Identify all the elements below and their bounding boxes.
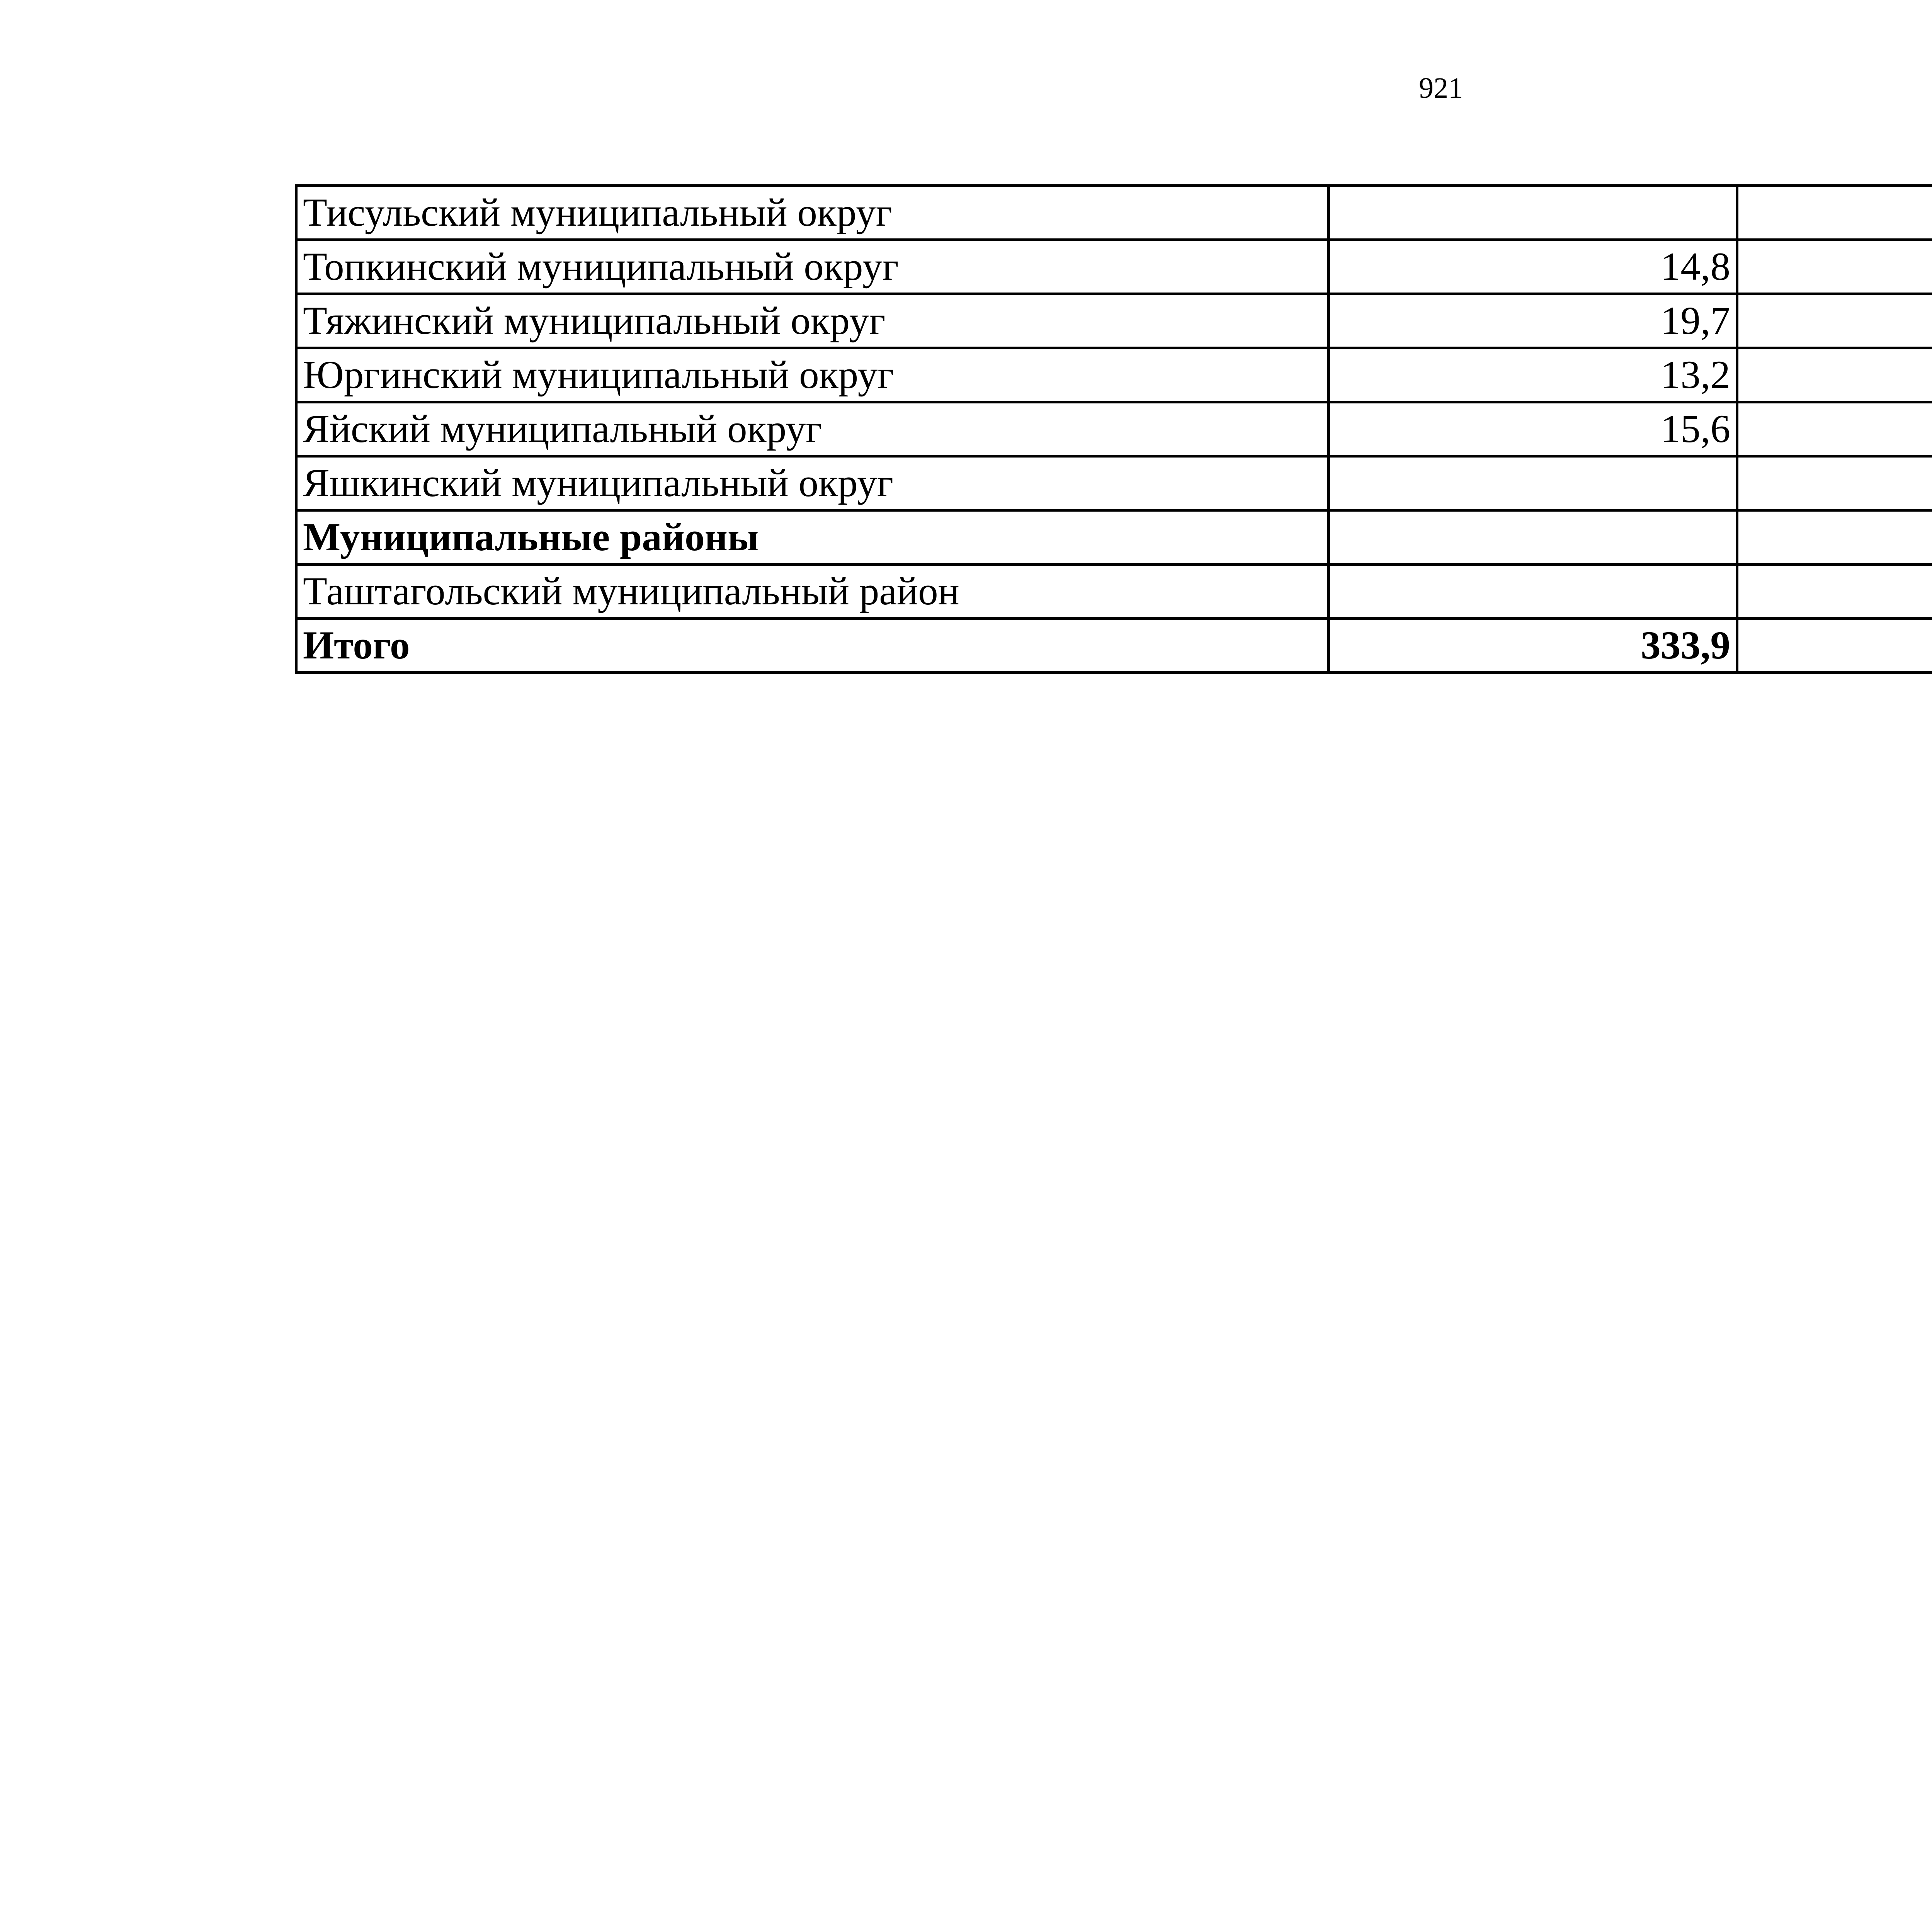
table-row [296, 348, 1932, 402]
row-name-cell: Яшкинский муниципальный округ [296, 456, 1329, 510]
row-value-1-cell: 14,8 [1329, 240, 1737, 294]
row-name-cell: Яйский муниципальный округ [296, 402, 1329, 456]
row-value-1-cell: 15,6 [1329, 402, 1737, 456]
row-name-cell: Юргинский муниципальный округ [296, 348, 1329, 402]
row-value-2-cell [1737, 619, 1932, 673]
row-value-1-cell [1329, 456, 1737, 510]
table-row [296, 186, 1932, 240]
row-value-2-cell [1737, 456, 1932, 510]
row-value-2-cell [1737, 402, 1932, 456]
table-row [296, 240, 1932, 294]
table-row [296, 294, 1932, 348]
row-value-2-cell [1737, 348, 1932, 402]
row-name-cell: Муниципальные районы [296, 510, 1329, 565]
row-name-cell: Топкинский муниципальный округ [296, 240, 1329, 294]
row-value-2-cell [1737, 240, 1932, 294]
row-value-2-cell [1737, 510, 1932, 565]
table-row [296, 456, 1932, 510]
row-name-cell: Таштагольский муниципальный район [296, 565, 1329, 619]
row-value-1-cell: 19,7 [1329, 294, 1737, 348]
table-row [296, 565, 1932, 619]
row-value-2-cell [1737, 186, 1932, 240]
row-value-2-cell [1737, 294, 1932, 348]
row-value-1-cell [1329, 186, 1737, 240]
data-table [295, 184, 1932, 674]
table-row [296, 402, 1932, 456]
page-number: 921 [1419, 72, 1463, 104]
table-body [296, 186, 1932, 673]
row-value-1-cell [1329, 565, 1737, 619]
table-row [296, 510, 1932, 565]
row-value-2-cell [1737, 565, 1932, 619]
row-name-cell: Итого [296, 619, 1329, 673]
table-row [296, 619, 1932, 673]
row-value-1-cell [1329, 510, 1737, 565]
row-name-cell: Тяжинский муниципальный округ [296, 294, 1329, 348]
row-value-1-cell: 333,9 [1329, 619, 1737, 673]
row-value-1-cell: 13,2 [1329, 348, 1737, 402]
row-name-cell: Тисульский муниципальный округ [296, 186, 1329, 240]
